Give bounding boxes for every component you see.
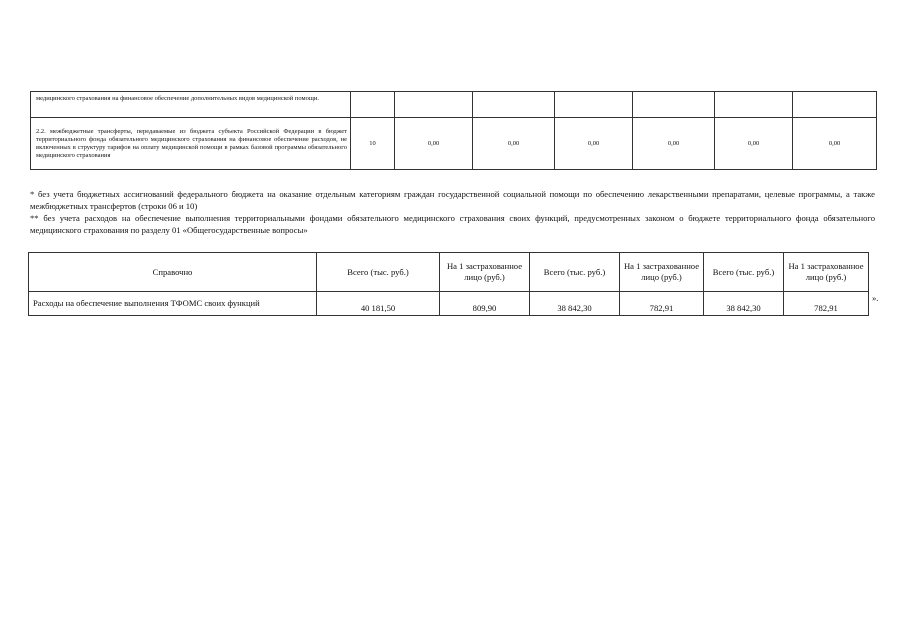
column-header: На 1 застрахованное лицо (руб.) xyxy=(440,253,530,292)
row-description: медицинского страхования на финансовое обеспечение дополнительных видов медицинской помощи. xyxy=(31,92,351,118)
value-cell: 782,91 xyxy=(620,292,704,316)
table-row xyxy=(29,292,869,316)
value-cell xyxy=(633,92,715,118)
value-cell: 809,90 xyxy=(440,292,530,316)
footnote-1: * без учета бюджетных ассигнований федерального бюджета на оказание отдельным категориям граждан государственной социальной помощи по обеспечению лекарственными препаратами, целевые программы, а также межбюджетных трансфертов (строки 06 и 10) xyxy=(30,189,875,211)
table-header-row xyxy=(29,253,869,292)
closing-quote-mark: ». xyxy=(872,293,879,303)
column-header: Всего (тыс. руб.) xyxy=(317,253,440,292)
value-cell: 0,00 xyxy=(555,118,633,170)
value-cell: 0,00 xyxy=(395,118,473,170)
column-header: Всего (тыс. руб.) xyxy=(530,253,620,292)
expenses-table-continuation xyxy=(30,91,877,170)
value-cell: 782,91 xyxy=(784,292,869,316)
table-row xyxy=(31,92,877,118)
line-number-cell xyxy=(351,92,395,118)
column-header: Всего (тыс. руб.) xyxy=(704,253,784,292)
value-cell: 38 842,30 xyxy=(704,292,784,316)
value-cell xyxy=(395,92,473,118)
value-cell: 0,00 xyxy=(793,118,877,170)
value-cell xyxy=(793,92,877,118)
row-label: Расходы на обеспечение выполнения ТФОМС своих функций xyxy=(29,292,317,316)
column-header: На 1 застрахованное лицо (руб.) xyxy=(784,253,869,292)
table-row xyxy=(31,118,877,170)
footnote-2: ** без учета расходов на обеспечение выполнения территориальными фондами обязательного медицинского страхования своих функций, предусмотренных законом о бюджете территориального фонда обязательного медицинского страхования по разделу 01 «Общегосударственные вопросы» xyxy=(30,213,875,235)
column-header: На 1 застрахованное лицо (руб.) xyxy=(620,253,704,292)
value-cell: 0,00 xyxy=(473,118,555,170)
reference-table xyxy=(28,252,869,316)
value-cell: 0,00 xyxy=(715,118,793,170)
column-header: Справочно xyxy=(29,253,317,292)
row-description: 2.2. межбюджетные трансферты, передаваемые из бюджета субъекта Российской Федерации в бюджет территориального фонда обязательного медицинского страхования на финансовое обеспечение расходов, не включенных в структуру тарифов на оплату медицинской помощи в рамках базовой программы обязательного медицинского страхования xyxy=(31,118,351,170)
value-cell: 38 842,30 xyxy=(530,292,620,316)
value-cell: 0,00 xyxy=(633,118,715,170)
value-cell xyxy=(473,92,555,118)
value-cell xyxy=(715,92,793,118)
value-cell: 40 181,50 xyxy=(317,292,440,316)
line-number-cell: 10 xyxy=(351,118,395,170)
value-cell xyxy=(555,92,633,118)
